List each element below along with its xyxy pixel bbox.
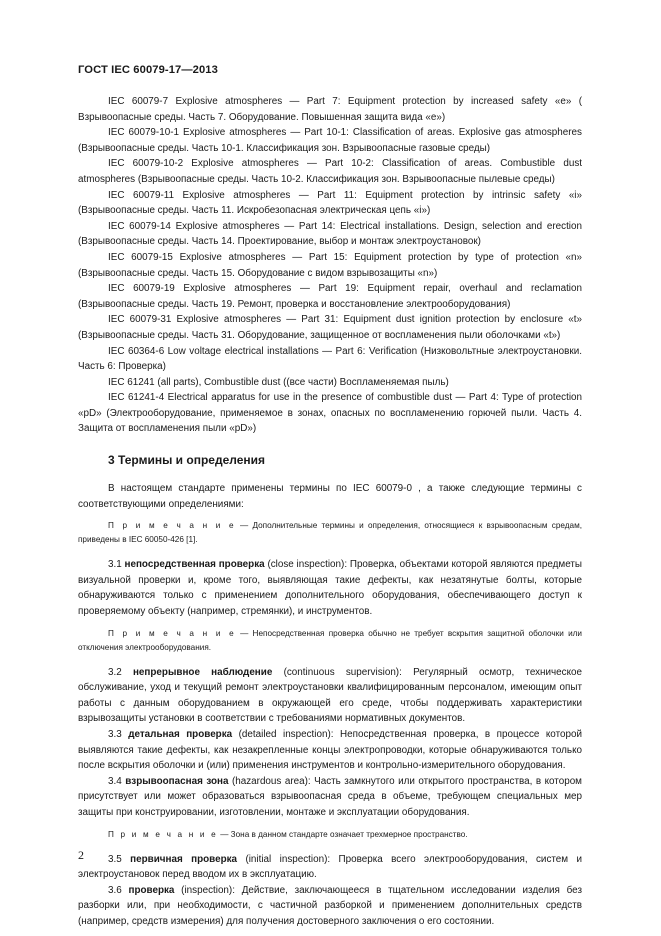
note-label: П р и м е ч а н и е	[108, 521, 236, 531]
section-title: 3 Термины и определения	[108, 453, 266, 468]
term-text: Проверка, объектами которой являются предметы визуальной проверки и, кроме того, выявляющая такие дефекты, как незатянутые болты, которые обнаруживаются только с применением дополнительного оборудования, обеспечивающего доступ к проверяемому объекту (например, стремянки), и инструментов.	[78, 559, 582, 618]
reference-iec-60079-19: IEC 60079-19 Explosive atmospheres — Part 19: Equipment repair, overhaul and reclamation (Взрывоопасные среды. Часть 19. Ремонт, проверка и восстановление электрооборудования)	[78, 283, 582, 310]
term-number: 3.4	[108, 775, 122, 787]
reference-iec-60079-14: IEC 60079-14 Explosive atmospheres — Part 14: Electrical installations. Design, selection and erection (Взрывоопасные среды. Часть 14. Проектирование, выбор и монтаж электроустановок)	[78, 220, 582, 248]
note-text: — Дополнительные термины и определения, относящиеся к взрывоопасным средам, приведены в IEC 60050-426 [1].	[78, 521, 582, 545]
term-number: 3.2	[108, 666, 122, 678]
reference-iec-60079-10-2: IEC 60079-10-2 Explosive atmospheres — Part 10-2: Classification of areas. Combustible dust atmospheres (Взрывоопасные среды. Часть 10-2. Классификация зон. Взрывоопасные пылевые среды)	[78, 158, 582, 185]
reference-iec-60364-6: IEC 60364-6 Low voltage electrical installations — Part 6: Verification (Низковольтные электроустановки. Часть 6: Проверка)	[78, 345, 582, 373]
reference-iec-60079-7: IEC 60079-7 Explosive atmospheres — Part 7: Equipment protection by increased safety «e» ( Взрывоопасные среды. Часть 7. Оборудование. Повышенная защита вида «е»)	[78, 96, 582, 123]
term-number: 3.1	[108, 559, 122, 571]
term-english: (detailed inspection):	[238, 729, 334, 740]
term-english: (initial inspection):	[245, 853, 331, 865]
term-definition	[78, 883, 582, 930]
term-definition	[78, 852, 582, 883]
term-english: (close inspection):	[267, 559, 348, 571]
term-name: проверка	[128, 884, 175, 896]
note-text: — Непосредственная проверка обычно не требует вскрытия защитной оболочки или отключения электрооборудования.	[78, 628, 582, 652]
term-english: (continuous supervision):	[283, 666, 402, 678]
term-number: 3.5	[108, 853, 122, 865]
term-english: (inspection):	[181, 884, 235, 896]
term-name: непрерывное наблюдение	[132, 666, 273, 678]
reference-iec-60079-10-1: IEC 60079-10-1 Explosive atmospheres — Part 10-1: Classification of areas. Explosive gas atmospheres (Взрывоопасные среды. Часть 10-1. Классификация зон. Взрывоопасные газовые среды)	[78, 127, 582, 154]
term-text: Действие, заключающееся в тщательном исследовании изделия без разборки или, при необходимости, с частичной разборкой и применением дополнительных средств (например, средств измерения) для получения достоверного заключения о его состоянии.	[78, 884, 582, 927]
reference-iec-60079-31: IEC 60079-31 Explosive atmospheres — Part 31: Equipment dust ignition protection by enclosure «t» (Взрывоопасные среды. Часть 31. Оборудование, защищенное от воспламенения пыли оболочками «t»)	[78, 314, 582, 341]
term-name: детальная проверка	[128, 729, 233, 740]
term-definition	[78, 665, 582, 727]
note	[78, 627, 582, 655]
reference-iec-60079-15: IEC 60079-15 Explosive atmospheres — Part 15: Equipment protection by type of protection «n» (Взрывоопасные среды. Часть 15. Оборудование с видом взрывозащиты «n»)	[78, 251, 582, 279]
document-header: ГОСТ IEC 60079-17—2013	[78, 64, 218, 76]
term-english: (hazardous area):	[231, 775, 311, 787]
note-text: — Зона в данном стандарте означает трехмерное пространство.	[217, 829, 468, 839]
term-number: 3.6	[108, 884, 122, 896]
term-number: 3.3	[108, 729, 122, 740]
term-name: непосредственная проверка	[124, 559, 265, 571]
reference-iec-61241: IEC 61241 (all parts), Combustible dust ((все части) Воспламеняемая пыль)	[108, 376, 449, 388]
term-text: Регулярный осмотр, техническое обслуживание, уход и текущий ремонт электроустановки квалифицированным персоналом, имеющим опыт работы с данным оборудованием в окружающей его среде, чтобы поддерживать характеристики взрывозащиты установки в соответствии с требованиями нормативных документов.	[78, 666, 582, 725]
reference-iec-61241-4: IEC 61241-4 Electrical apparatus for use in the presence of combustible dust — Part 4: Type of protection «pD» (Электрооборудование, применяемое в зонах, опасных по воспламенению горючей пыли. Часть 4. Защита от воспламенения пыли «pD»)	[78, 392, 582, 435]
note	[78, 828, 582, 842]
term-name: первичная проверка	[130, 853, 238, 865]
term-definition	[78, 774, 582, 821]
term-definition	[78, 727, 582, 774]
note-label: П р и м е ч а н и е	[108, 628, 236, 638]
page-content	[78, 94, 582, 930]
note	[78, 519, 582, 547]
term-text: Часть замкнутого или открытого пространства, в котором присутствует или может образоваться взрывоопасная среда в объеме, требующем специальных мер защиты при конструировании, изготовлении, монтаже и эксплуатации оборудования.	[78, 775, 582, 818]
reference-iec-60079-11: IEC 60079-11 Explosive atmospheres — Part 11: Equipment protection by intrinsic safety «i» (Взрывоопасные среды. Часть 11. Искробезопасная электрическая цепь «i»)	[78, 189, 582, 217]
section-intro: В настоящем стандарте применены термины по IEC 60079-0 , а также следующие термины с соответствующими определениями:	[78, 483, 582, 510]
page-number: 2	[78, 848, 84, 862]
term-name: взрывоопасная зона	[125, 775, 229, 787]
term-text: Непосредственная проверка, в процессе которой выявляются такие дефекты, как незакрепленные концы электропроводки, которые обнаруживаются только после вскрытия оболочки и (или) применения инструментов и контрольно-измерительного оборудования.	[78, 729, 582, 772]
term-text: Проверка всего электрооборудования, систем и электроустановок перед вводом их в эксплуатацию.	[78, 853, 582, 881]
term-definition	[78, 557, 582, 619]
note-label: П р и м е ч а н и е	[108, 829, 218, 839]
